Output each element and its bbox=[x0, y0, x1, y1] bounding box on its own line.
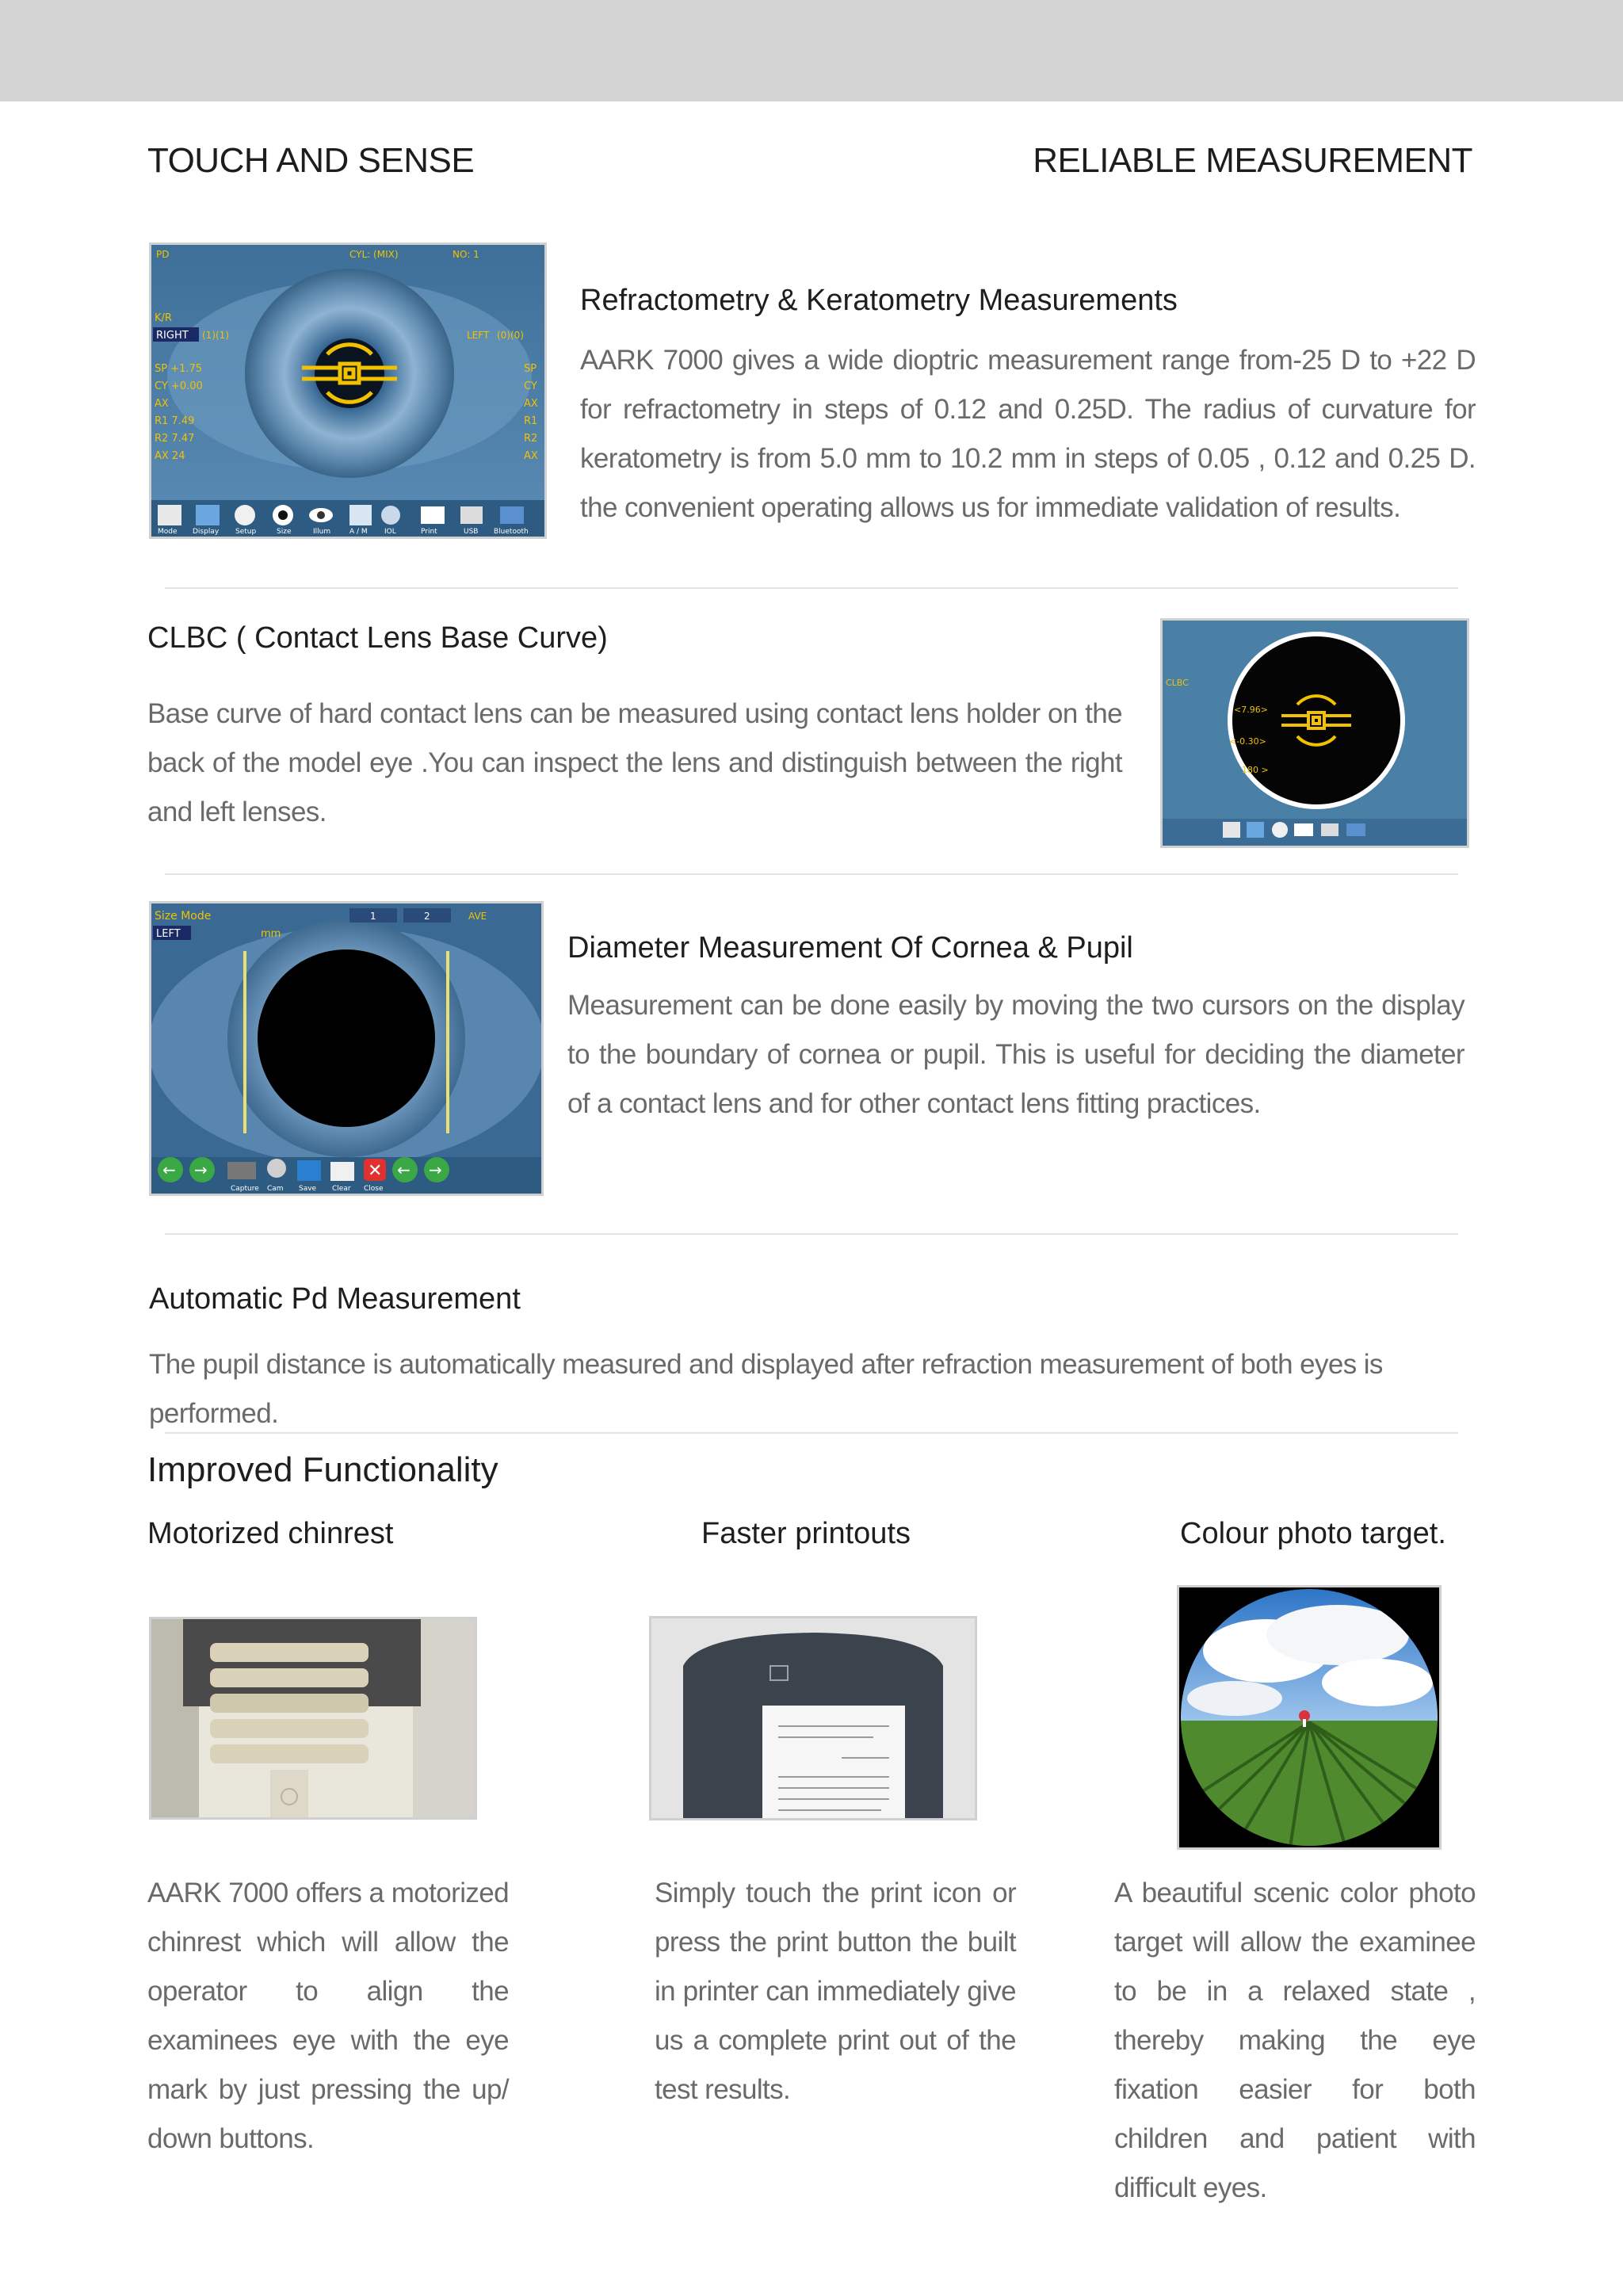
svg-text:Size: Size bbox=[277, 528, 292, 536]
svg-text:IOL: IOL bbox=[384, 528, 396, 536]
clbc-screen-image bbox=[1160, 618, 1469, 848]
diameter-toolbar-icons bbox=[158, 1157, 449, 1182]
svg-text:R2: R2 bbox=[524, 433, 538, 445]
printer-image bbox=[649, 1616, 977, 1820]
svg-text:Display: Display bbox=[193, 528, 220, 536]
diameter-mm-label: mm bbox=[261, 928, 281, 940]
svg-text:R2 7.47: R2 7.47 bbox=[155, 433, 195, 445]
chinrest-image bbox=[149, 1617, 477, 1820]
diameter-tab-2: 2 bbox=[424, 911, 430, 922]
printouts-title: Faster printouts bbox=[701, 1517, 911, 1550]
improved-title: Improved Functionality bbox=[147, 1450, 498, 1489]
svg-text:AX: AX bbox=[155, 398, 169, 410]
svg-text:CY: CY bbox=[524, 380, 537, 392]
svg-text:Capture: Capture bbox=[231, 1185, 259, 1193]
svg-text:A / M: A / M bbox=[349, 528, 368, 536]
header-reliable-measurement: RELIABLE MEASUREMENT bbox=[1033, 141, 1472, 180]
screen-left-count: (0)(0) bbox=[497, 330, 524, 341]
colour-photo-target-image bbox=[1177, 1585, 1442, 1850]
svg-text:Bluetooth: Bluetooth bbox=[494, 528, 529, 536]
divider bbox=[165, 587, 1458, 589]
svg-text:Cam: Cam bbox=[267, 1185, 284, 1193]
svg-text:Clear: Clear bbox=[332, 1185, 351, 1193]
clbc-screen-label: CLBC bbox=[1166, 678, 1189, 688]
screen-left-label: LEFT bbox=[467, 330, 490, 341]
svg-text:←: ← bbox=[162, 1160, 176, 1179]
svg-text:←: ← bbox=[397, 1160, 411, 1179]
diameter-left-label: LEFT bbox=[156, 928, 181, 940]
chinrest-body: AARK 7000 offers a motorized chinrest which will allow the operator to align the examinees eye with the eye mark by just pressing the up/ down buttons. bbox=[147, 1878, 509, 2154]
clbc-value-3: 180 > bbox=[1242, 765, 1269, 775]
screen-cyl-label: CYL: (MIX) bbox=[349, 249, 399, 260]
svg-text:Setup: Setup bbox=[235, 528, 257, 536]
divider bbox=[165, 1432, 1458, 1434]
clbc-value-2: <-0.30> bbox=[1229, 736, 1266, 747]
diameter-ave-label: AVE bbox=[468, 911, 487, 922]
svg-text:✕: ✕ bbox=[368, 1161, 383, 1181]
clbc-value-1: <7.96> bbox=[1234, 705, 1268, 715]
screen-kr-label: K/R bbox=[155, 312, 172, 324]
diameter-mode-label: Size Mode bbox=[155, 910, 212, 923]
screen-no-label: NO: 1 bbox=[453, 249, 479, 260]
divider bbox=[165, 1233, 1458, 1235]
pd-title: Automatic Pd Measurement bbox=[149, 1282, 521, 1316]
top-banner bbox=[0, 0, 1623, 101]
svg-text:AX: AX bbox=[524, 398, 538, 410]
svg-text:USB: USB bbox=[464, 528, 479, 536]
diameter-body: Measurement can be done easily by moving the two cursors on the display to the boundary of cornea or pupil. This is useful for deciding the diameter of a contact lens and for other contact lens fitting practices. bbox=[567, 990, 1465, 1119]
svg-text:→: → bbox=[194, 1160, 208, 1179]
svg-text:→: → bbox=[429, 1160, 442, 1179]
svg-text:R1: R1 bbox=[524, 415, 538, 427]
photo-target-body: A beautiful scenic color photo target will allow the examinee to be in a relaxed state , thereby making the eye fixation easier for both children and patient with difficult eyes. bbox=[1114, 1878, 1476, 2203]
svg-text:AX: AX bbox=[524, 450, 538, 462]
refractometry-screen-image bbox=[149, 243, 547, 539]
svg-text:CY +0.00: CY +0.00 bbox=[155, 380, 203, 392]
svg-text:R1 7.49: R1 7.49 bbox=[155, 415, 195, 427]
svg-text:Mode: Mode bbox=[158, 528, 178, 536]
screen-right-count: (1)(1) bbox=[202, 330, 229, 341]
svg-text:SP: SP bbox=[524, 363, 537, 375]
svg-text:Close: Close bbox=[364, 1185, 384, 1193]
diameter-tab-1: 1 bbox=[370, 911, 376, 922]
clbc-body: Base curve of hard contact lens can be measured using contact lens holder on the back of the model eye .You can inspect the lens and distinguish between the right and left lenses. bbox=[147, 698, 1122, 827]
svg-text:AX 24: AX 24 bbox=[155, 450, 185, 462]
pd-body: The pupil distance is automatically measured and displayed after refraction measurement of both eyes is performed. bbox=[149, 1349, 1383, 1429]
refractometry-title: Refractometry & Keratometry Measurements bbox=[580, 284, 1178, 317]
svg-text:Save: Save bbox=[299, 1185, 317, 1193]
svg-text:Print: Print bbox=[421, 528, 437, 536]
refractometry-body: AARK 7000 gives a wide dioptric measurement range from-25 D to +22 D for refractometry in steps of 0.12 and 0.25D. The radius of curvature for keratometry is from 5.0 mm to 10.2 mm in steps of 0.05 , 0.12 and 0.25 D. the convenient operating allows us for immediate validation of results. bbox=[580, 345, 1476, 523]
diameter-title: Diameter Measurement Of Cornea & Pupil bbox=[567, 931, 1133, 965]
clbc-title: CLBC ( Contact Lens Base Curve) bbox=[147, 621, 608, 655]
header-touch-and-sense: TOUCH AND SENSE bbox=[147, 141, 475, 180]
diameter-screen-image bbox=[149, 901, 544, 1196]
svg-text:Illum: Illum bbox=[313, 528, 331, 536]
printouts-body: Simply touch the print icon or press the print button the built in printer can immediately give us a complete print out of the test results. bbox=[655, 1878, 1016, 2105]
screen-right-label: RIGHT bbox=[156, 330, 189, 342]
svg-text:SP +1.75: SP +1.75 bbox=[155, 363, 203, 375]
divider bbox=[165, 873, 1458, 875]
chinrest-title: Motorized chinrest bbox=[147, 1517, 394, 1550]
photo-target-title: Colour photo target. bbox=[1180, 1517, 1446, 1550]
screen-pd-label: PD bbox=[156, 249, 170, 260]
